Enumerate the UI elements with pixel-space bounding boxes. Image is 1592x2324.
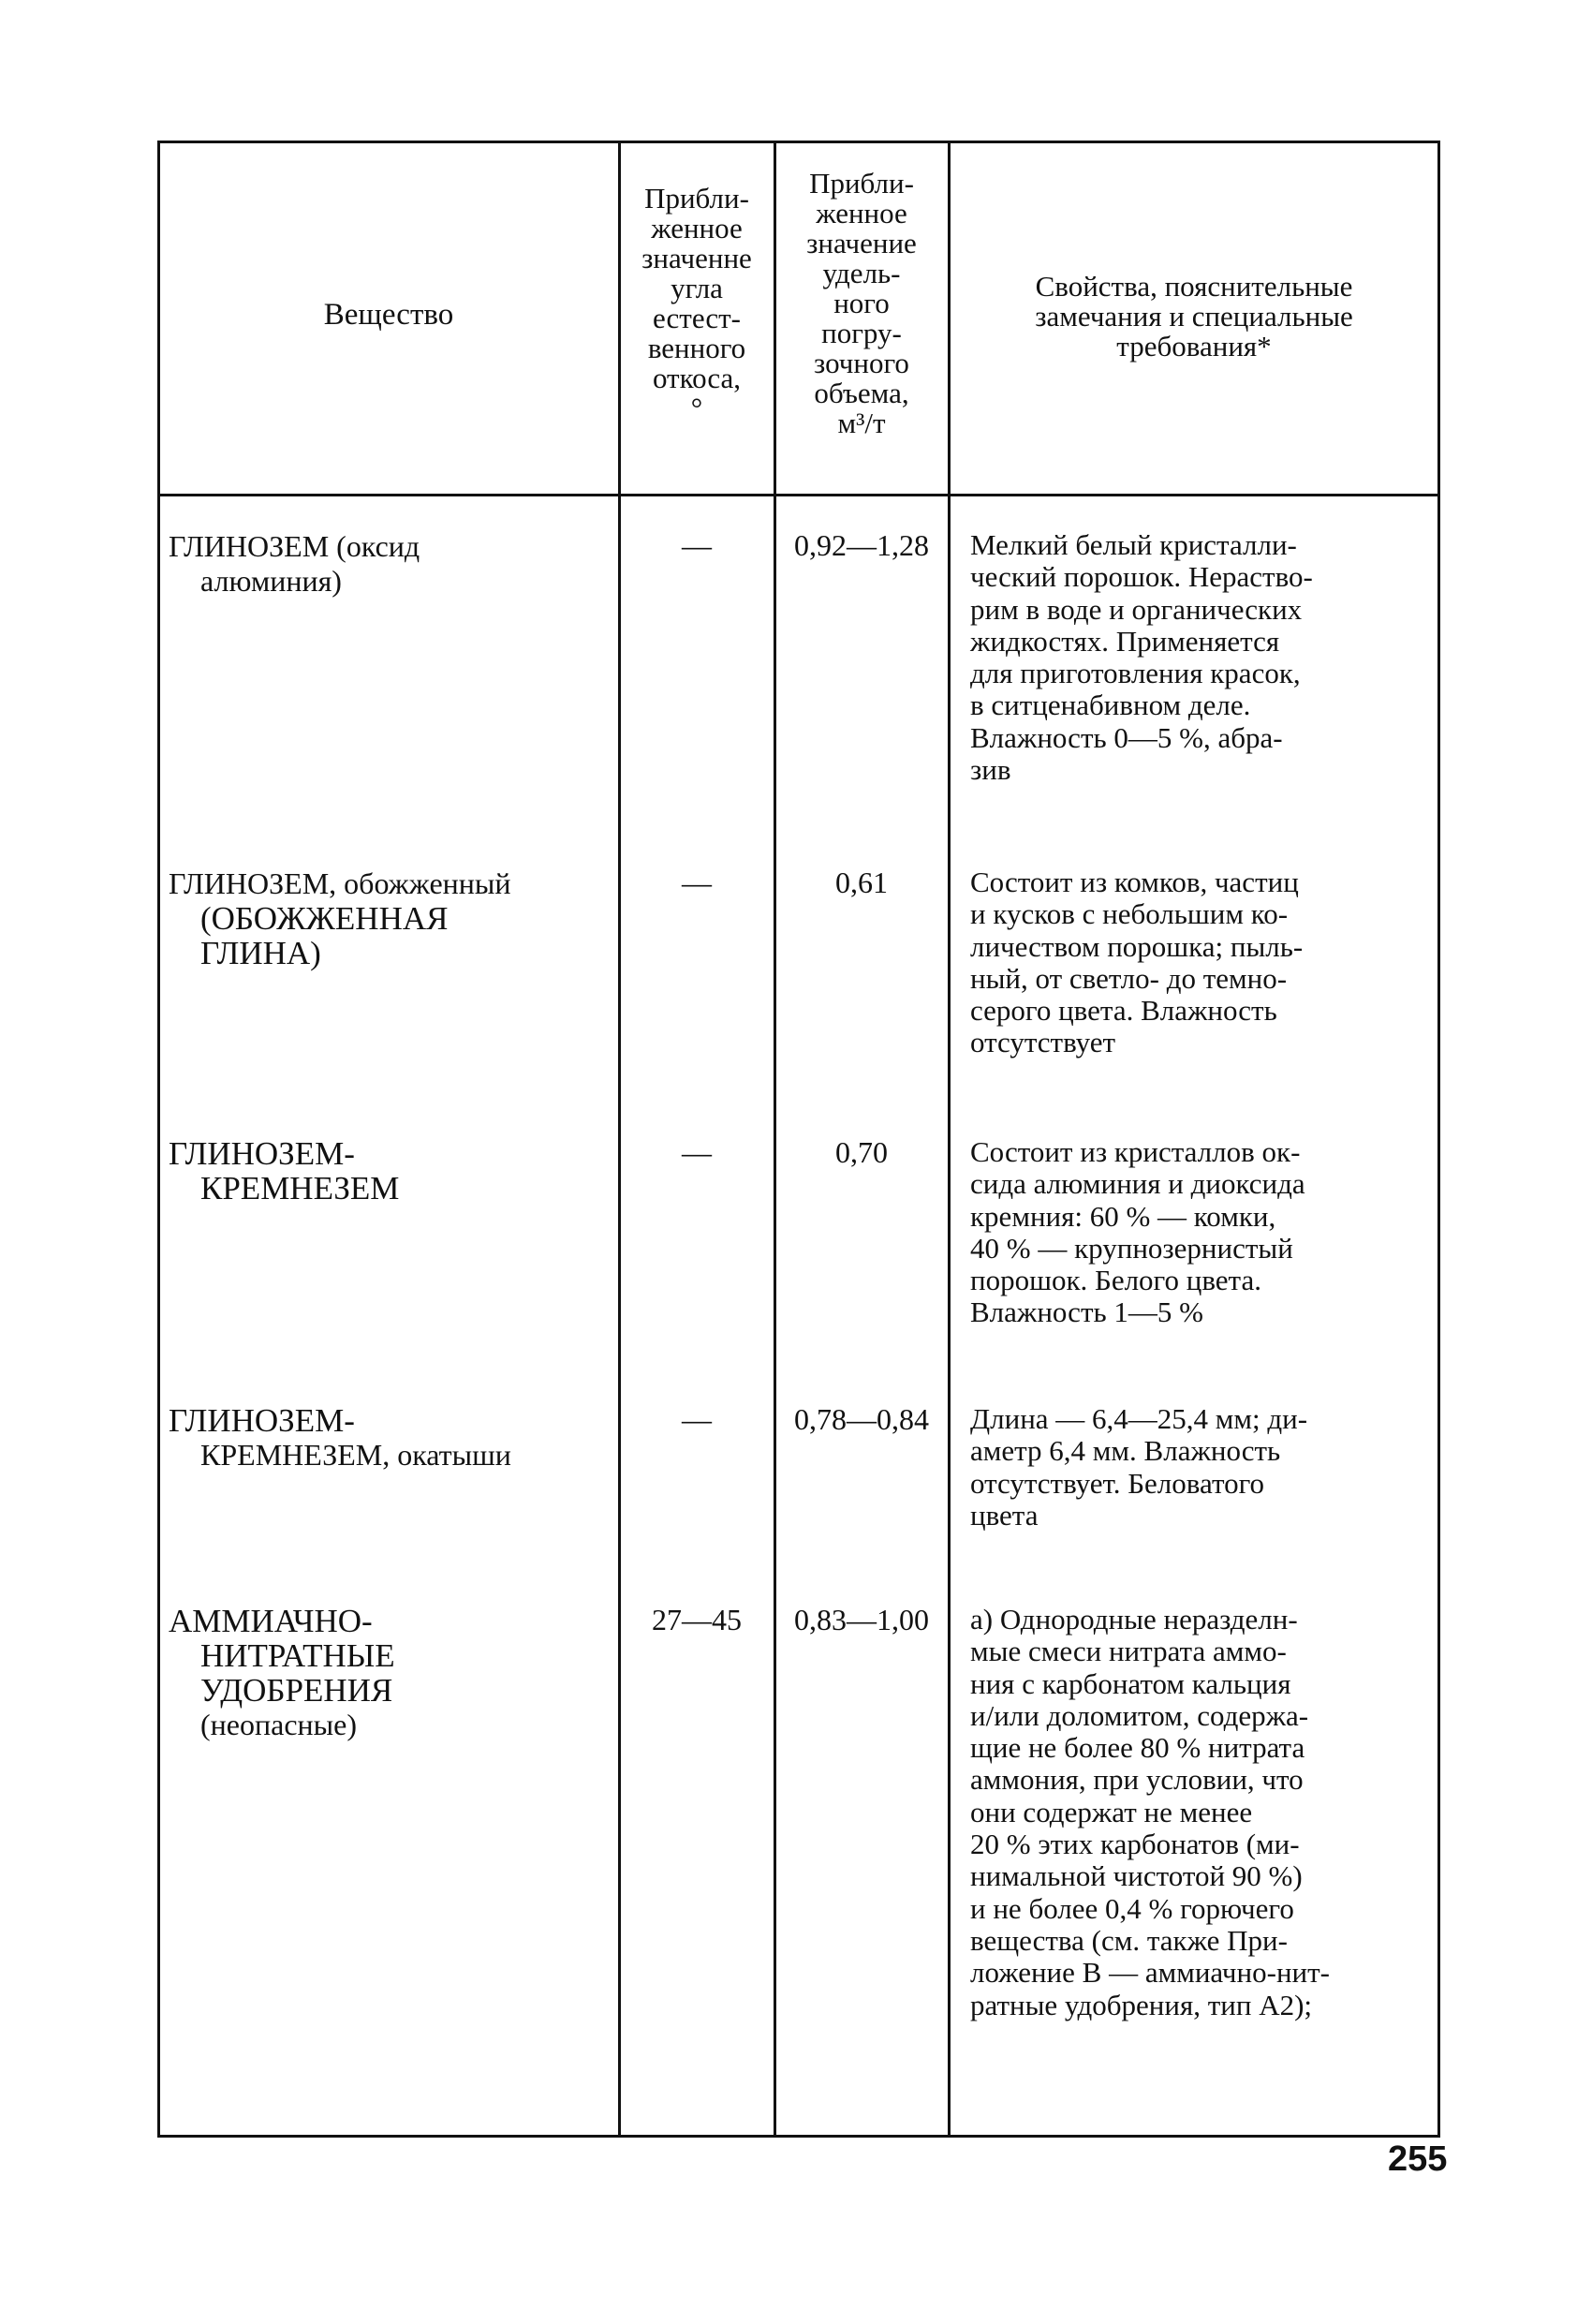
description-line: нимальной чистотой 90 %) — [970, 1859, 1303, 1893]
description-line: ложение В — аммиачно-нит- — [970, 1956, 1330, 1990]
substance-name-line: НИТРАТНЫЕ — [200, 1637, 395, 1674]
header-stowage-factor — [777, 169, 946, 438]
description-line: и кусков с небольшим ко- — [970, 897, 1289, 931]
substance-name-line: АММИАЧНО- — [169, 1603, 373, 1639]
header-volume-line: зочного — [814, 347, 909, 379]
angle-of-repose-value: 27—45 — [652, 1603, 742, 1636]
stowage-factor-value: 0,83—1,00 — [794, 1603, 929, 1636]
description-line: для приготовления красок, — [970, 657, 1301, 690]
page-number: 255 — [1388, 2139, 1448, 2179]
table-bottom-border — [157, 2135, 1440, 2138]
properties-description — [970, 529, 1420, 786]
description-line: и/или доломитом, содержа- — [970, 1698, 1309, 1732]
properties-description — [970, 866, 1420, 1059]
substance-name-line: КРЕМНЕЗЕМ, окатыши — [200, 1438, 511, 1472]
header-angle-line: венного — [647, 332, 746, 364]
description-line: ратные удобрения, тип А2); — [970, 1988, 1313, 2021]
description-line: аммония, при условии, что — [970, 1763, 1304, 1797]
angle-of-repose-value: — — [682, 866, 712, 899]
header-angle-line: женное — [651, 212, 743, 244]
description-line: отсутствует. Беловатого — [970, 1466, 1265, 1500]
header-volume-line: объема, — [814, 377, 909, 409]
substance-name — [169, 529, 614, 599]
description-line: они содержат не менее — [970, 1795, 1253, 1828]
substance-name-line: (ОБОЖЖЕННАЯ — [200, 900, 449, 937]
header-volume-line: Прибли- — [809, 167, 914, 200]
description-line: в ситценабивном деле. — [970, 688, 1251, 722]
description-line: ный, от светло- до темно- — [970, 961, 1288, 995]
header-properties-line: Свойства, пояснительные — [1035, 270, 1353, 303]
header-properties — [951, 272, 1437, 362]
header-angle-line: ° — [690, 392, 703, 424]
substance-name-line: КРЕМНЕЗЕМ — [200, 1170, 400, 1206]
header-substance: Вещество — [323, 298, 454, 332]
substance-name-line: ГЛИНОЗЕМ- — [169, 1135, 355, 1172]
column-divider-2 — [774, 141, 776, 2138]
substance-name-line: (неопасные) — [200, 1708, 357, 1741]
header-angle-line: значенне — [641, 242, 752, 274]
description-line: зив — [970, 753, 1011, 787]
substance-name-line: ГЛИНОЗЕМ (оксид — [169, 529, 420, 563]
description-line: отсутствует — [970, 1026, 1116, 1059]
description-line: ческий порошок. Нераство- — [970, 560, 1313, 594]
substance-name-line: алюминия) — [200, 564, 342, 598]
stowage-factor-value: 0,61 — [835, 866, 888, 899]
description-line: рим в воде и органических — [970, 592, 1303, 626]
table-top-border — [157, 141, 1440, 143]
substance-name-line: ГЛИНОЗЕМ, обожженный — [169, 866, 511, 900]
properties-description — [970, 1136, 1420, 1329]
description-line: Длина — 6,4—25,4 мм; ди- — [970, 1402, 1308, 1435]
header-angle-line: естест- — [653, 302, 741, 334]
table-right-border — [1437, 141, 1440, 2138]
header-volume-line: м³/т — [837, 407, 886, 439]
description-line: и не более 0,4 % горючего — [970, 1891, 1294, 1925]
substance-name — [169, 1136, 614, 1206]
description-line: Влажность 1—5 % — [970, 1295, 1203, 1329]
substance-name — [169, 866, 614, 970]
header-angle-line: откоса, — [652, 362, 742, 394]
description-line: кремния: 60 % — комки, — [970, 1199, 1276, 1233]
description-line: аметр 6,4 мм. Влажность — [970, 1434, 1281, 1468]
stowage-factor-value: 0,78—0,84 — [794, 1402, 929, 1436]
header-properties-line: требования* — [1116, 330, 1272, 363]
header-volume-line: удель- — [822, 257, 901, 289]
description-line: 20 % этих карбонатов (ми- — [970, 1828, 1300, 1861]
description-line: жидкостях. Применяется — [970, 624, 1280, 658]
description-line: серого цвета. Влажность — [970, 994, 1277, 1028]
angle-of-repose-value: — — [682, 1135, 712, 1169]
stowage-factor-value: 0,92—1,28 — [794, 528, 929, 562]
description-line: Состоит из комков, частиц — [970, 866, 1299, 898]
header-properties-line: замечания и специальные — [1035, 300, 1353, 333]
description-line: мые смеси нитрата аммо- — [970, 1635, 1287, 1668]
description-line: щие не более 80 % нитрата — [970, 1731, 1305, 1765]
column-divider-1 — [618, 141, 621, 2138]
description-line: сида алюминия и диоксида — [970, 1167, 1305, 1201]
description-line: цвета — [970, 1498, 1039, 1532]
header-volume-line: женное — [816, 197, 907, 229]
stowage-factor-value: 0,70 — [835, 1135, 888, 1169]
description-line: Состоит из кристаллов ок- — [970, 1135, 1301, 1168]
description-line: вещества (см. также При- — [970, 1923, 1288, 1957]
header-volume-line: значение — [806, 227, 917, 259]
header-angle-line: угла — [671, 272, 723, 304]
header-angle-of-repose — [622, 184, 772, 423]
description-line: а) Однородные неразделн- — [970, 1603, 1298, 1636]
angle-of-repose-value: — — [682, 1402, 712, 1436]
substance-name-line: УДОБРЕНИЯ — [200, 1672, 393, 1709]
table-left-border — [157, 141, 160, 2138]
substance-name-line: ГЛИНОЗЕМ- — [169, 1402, 355, 1439]
header-volume-line: ного — [833, 287, 890, 319]
description-line: личеством порошка; пыль- — [970, 929, 1304, 963]
substance-name — [169, 1403, 614, 1473]
description-line: Влажность 0—5 %, абра- — [970, 720, 1283, 754]
substance-name-line: ГЛИНА) — [200, 935, 321, 971]
properties-description — [970, 1403, 1420, 1532]
properties-description — [970, 1604, 1420, 2021]
description-line: 40 % — крупнозернистый — [970, 1231, 1293, 1265]
substance-name — [169, 1604, 614, 1742]
header-volume-line: погру- — [821, 317, 902, 349]
description-line: ния с карбонатом кальция — [970, 1666, 1291, 1700]
description-line: Мелкий белый кристалли- — [970, 528, 1297, 561]
header-bottom-border — [157, 494, 1440, 496]
description-line: порошок. Белого цвета. — [970, 1264, 1261, 1297]
column-divider-3 — [948, 141, 951, 2138]
header-angle-line: Прибли- — [644, 182, 749, 215]
angle-of-repose-value: — — [682, 528, 712, 562]
